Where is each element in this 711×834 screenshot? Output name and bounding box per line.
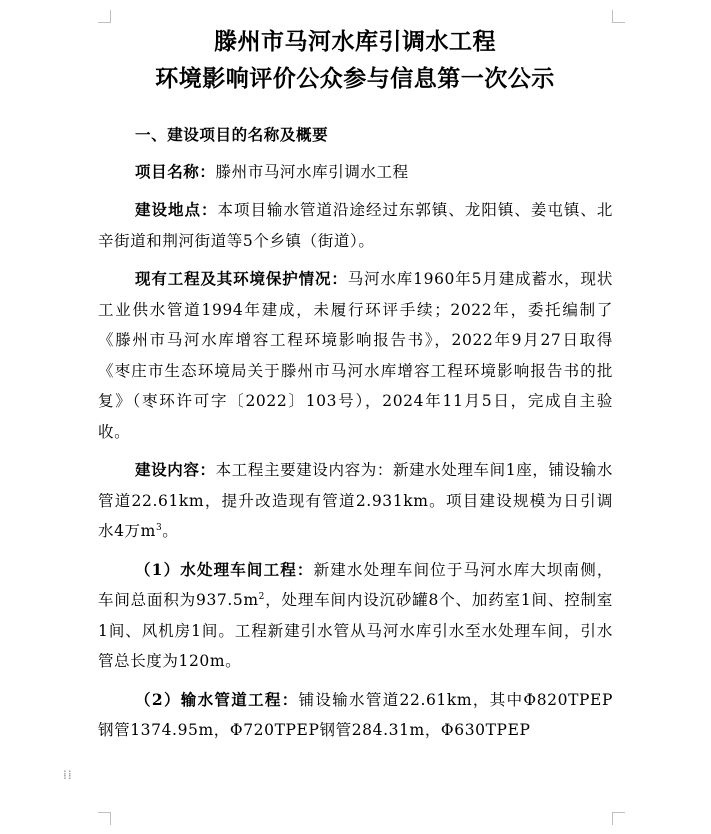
water-treatment-tail: ，处理车间内设沉砂罐8个、加药室1间、控制室1间、风机房1间。工程新建引水管从马河水库引水至水处理车间，引水管总长度为120m。 bbox=[98, 591, 613, 670]
drag-handle-icon[interactable]: ⁞⁞ bbox=[63, 768, 73, 782]
page-corner-mark-bottom-right bbox=[612, 812, 625, 825]
square-superscript: 2 bbox=[258, 591, 265, 602]
construction-content-label: 建设内容： bbox=[135, 460, 216, 479]
construction-content-tail: 。 bbox=[162, 522, 179, 540]
existing-project-text: 马河水库1960年5月建成蓄水，现状工业供水管道1994年建成，未履行环评手续；2022年，委托编制了《滕州市马河水库增容工程环境影响报告书》，2022年9月27日取得《枣庄市生态环境局关于滕州市马河水库增容工程环境影响报告书的批复》（枣环许可字〔2022〕103号），2024年11月5日，完成自主验收。 bbox=[98, 270, 613, 441]
pipeline-text: 铺设输水管道22.61km，其中Φ820TPEP钢管1374.95m，Φ720TPEP钢管284.31m，Φ630TPEP bbox=[98, 690, 613, 739]
cubic-superscript: 3 bbox=[155, 522, 163, 533]
pipeline-paragraph bbox=[98, 685, 613, 746]
project-name-text: 滕州市马河水库引调水工程 bbox=[215, 162, 409, 181]
location-text: 本项目输水管道沿途经过东郭镇、龙阳镇、姜屯镇、北辛街道和荆河街道等5个乡镇（街道）。 bbox=[98, 201, 613, 250]
construction-content-text: 本工程主要建设内容为：新建水处理车间1座，铺设输水管道22.61km，提升改造现有管道2.931km。项目建设规模为日引调水4万m bbox=[98, 461, 613, 540]
page-corner-mark-top-left bbox=[98, 10, 111, 23]
project-name-paragraph bbox=[98, 157, 613, 188]
pipeline-label: （2）输水管道工程： bbox=[135, 689, 299, 709]
construction-content-paragraph bbox=[98, 455, 613, 547]
document-title-line-2: 环境影响评价公众参与信息第一次公示 bbox=[155, 65, 555, 92]
project-name-label: 项目名称： bbox=[135, 161, 216, 181]
document-body bbox=[98, 120, 613, 754]
location-paragraph bbox=[98, 195, 613, 256]
page-corner-mark-bottom-left bbox=[98, 812, 111, 825]
document-title-line-1: 滕州市马河水库引调水工程 bbox=[214, 28, 496, 55]
existing-project-paragraph bbox=[98, 264, 613, 447]
location-label: 建设地点： bbox=[135, 200, 218, 219]
water-treatment-paragraph bbox=[98, 555, 613, 677]
existing-project-label: 现有工程及其环境保护情况： bbox=[135, 269, 348, 288]
water-treatment-label: （1）水处理车间工程： bbox=[135, 559, 314, 579]
page-corner-mark-top-right bbox=[612, 10, 625, 23]
water-treatment-text: 新建水处理车间位于马河水库大坝南侧，车间总面积为937.5m bbox=[98, 560, 613, 609]
section-heading: 一、建设项目的名称及概要 bbox=[135, 125, 329, 144]
